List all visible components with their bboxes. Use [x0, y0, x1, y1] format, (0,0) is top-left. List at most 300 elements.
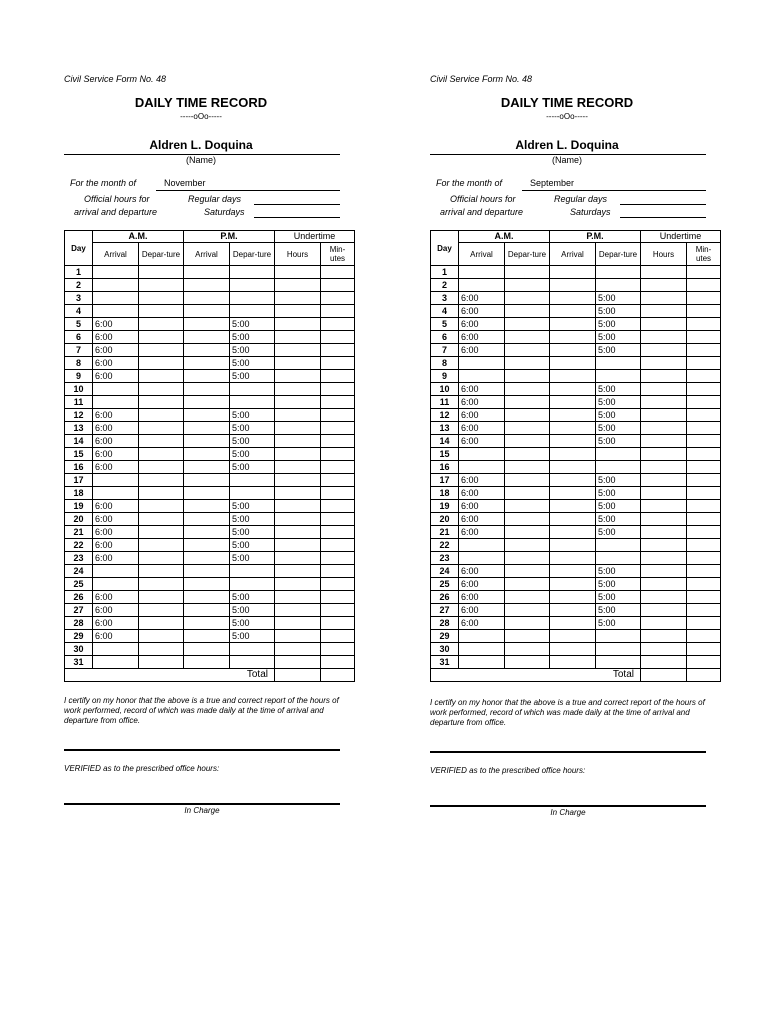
- undertime-hours-cell: [641, 461, 687, 474]
- undertime-minutes-cell: [321, 552, 355, 565]
- undertime-minutes-cell: [321, 500, 355, 513]
- am-arrival-cell: [459, 266, 505, 279]
- pm-arrival-cell: [550, 500, 596, 513]
- undertime-minutes-cell: [687, 617, 721, 630]
- am-arrival-cell: 6:00: [459, 513, 505, 526]
- am-departure-cell: [139, 292, 184, 305]
- day-number: 13: [65, 422, 93, 435]
- am-departure-cell: [139, 279, 184, 292]
- am-arrival-cell: 6:00: [459, 331, 505, 344]
- am-departure-cell: [139, 591, 184, 604]
- pm-departure-cell: [596, 448, 641, 461]
- table-row: [65, 617, 355, 630]
- total-minutes-cell: [687, 669, 721, 682]
- undertime-minutes-cell: [687, 318, 721, 331]
- month-value: November: [164, 178, 206, 188]
- am-departure-cell: [139, 539, 184, 552]
- pm-departure-cell: 5:00: [596, 487, 641, 500]
- undertime-minutes-cell: [687, 604, 721, 617]
- day-number: 17: [431, 474, 459, 487]
- undertime-minutes-cell: [321, 578, 355, 591]
- pm-arrival-cell: [184, 604, 230, 617]
- undertime-hours-cell: [641, 383, 687, 396]
- pm-departure-cell: [596, 656, 641, 669]
- am-departure-cell: [505, 630, 550, 643]
- pm-departure-cell: [230, 565, 275, 578]
- am-departure-cell: [505, 487, 550, 500]
- am-departure-header: Depar-ture: [505, 243, 550, 266]
- pm-arrival-cell: [184, 357, 230, 370]
- certification-text: I certify on my honor that the above is a true and correct report of the hours of work performed, record of which was made daily at the time of arrival and departure from office.: [64, 696, 339, 725]
- pm-arrival-cell: [550, 370, 596, 383]
- pm-arrival-cell: [550, 305, 596, 318]
- pm-arrival-cell: [550, 552, 596, 565]
- table-row: [431, 630, 721, 643]
- day-header: Day: [65, 231, 93, 266]
- day-number: 1: [431, 266, 459, 279]
- form-code: Civil Service Form No. 48: [430, 74, 533, 84]
- day-number: 15: [431, 448, 459, 461]
- table-row: [431, 617, 721, 630]
- pm-departure-cell: 5:00: [230, 630, 275, 643]
- am-arrival-cell: [93, 292, 139, 305]
- undertime-minutes-cell: [687, 279, 721, 292]
- am-departure-cell: [505, 396, 550, 409]
- pm-arrival-cell: [184, 305, 230, 318]
- undertime-hours-cell: [641, 357, 687, 370]
- undertime-hours-cell: [275, 396, 321, 409]
- am-arrival-header: Arrival: [93, 243, 139, 266]
- pm-arrival-cell: [184, 396, 230, 409]
- am-arrival-cell: 6:00: [93, 422, 139, 435]
- regular-days-label: Regular days: [554, 194, 608, 204]
- undertime-hours-cell: [275, 578, 321, 591]
- name-caption: (Name): [185, 155, 216, 165]
- undertime-hours-cell: [641, 604, 687, 617]
- table-row: [431, 448, 721, 461]
- undertime-minutes-cell: [687, 500, 721, 513]
- day-header: Day: [431, 231, 459, 266]
- pm-arrival-cell: [550, 448, 596, 461]
- pm-arrival-cell: [184, 630, 230, 643]
- pm-departure-cell: 5:00: [596, 591, 641, 604]
- day-number: 30: [65, 643, 93, 656]
- employee-name: Aldren L. Doquina: [515, 138, 619, 152]
- undertime-hours-header: Hours: [275, 243, 321, 266]
- undertime-minutes-cell: [321, 292, 355, 305]
- am-arrival-cell: 6:00: [93, 630, 139, 643]
- pm-arrival-cell: [550, 617, 596, 630]
- total-label: Total: [65, 669, 275, 682]
- am-departure-cell: [505, 266, 550, 279]
- undertime-hours-cell: [275, 344, 321, 357]
- pm-arrival-cell: [550, 487, 596, 500]
- pm-arrival-cell: [550, 435, 596, 448]
- day-number: 6: [65, 331, 93, 344]
- undertime-hours-cell: [275, 500, 321, 513]
- am-arrival-cell: 6:00: [93, 604, 139, 617]
- undertime-minutes-cell: [687, 331, 721, 344]
- pm-departure-cell: 5:00: [230, 435, 275, 448]
- undertime-minutes-cell: [687, 539, 721, 552]
- am-departure-cell: [505, 448, 550, 461]
- pm-departure-cell: 5:00: [596, 331, 641, 344]
- undertime-hours-cell: [275, 617, 321, 630]
- in-charge-signature-line: [64, 803, 340, 805]
- undertime-minutes-cell: [321, 526, 355, 539]
- total-hours-cell: [275, 669, 321, 682]
- day-number: 28: [65, 617, 93, 630]
- undertime-hours-cell: [641, 565, 687, 578]
- table-row: [431, 305, 721, 318]
- pm-arrival-cell: [184, 435, 230, 448]
- am-arrival-cell: 6:00: [93, 526, 139, 539]
- undertime-minutes-cell: [321, 357, 355, 370]
- pm-departure-cell: [596, 370, 641, 383]
- pm-departure-cell: [230, 474, 275, 487]
- am-arrival-cell: 6:00: [93, 370, 139, 383]
- pm-arrival-cell: [184, 422, 230, 435]
- regular-days-label: Regular days: [188, 194, 242, 204]
- table-row: [65, 643, 355, 656]
- am-arrival-cell: 6:00: [93, 435, 139, 448]
- undertime-minutes-cell: [321, 617, 355, 630]
- day-number: 23: [65, 552, 93, 565]
- undertime-hours-cell: [275, 604, 321, 617]
- pm-departure-cell: 5:00: [596, 526, 641, 539]
- undertime-hours-cell: [641, 513, 687, 526]
- undertime-hours-cell: [275, 474, 321, 487]
- am-arrival-cell: 6:00: [459, 617, 505, 630]
- undertime-minutes-cell: [687, 552, 721, 565]
- pm-departure-cell: 5:00: [230, 409, 275, 422]
- undertime-minutes-cell: [687, 526, 721, 539]
- am-departure-cell: [505, 643, 550, 656]
- table-row: [65, 448, 355, 461]
- undertime-hours-cell: [641, 266, 687, 279]
- day-number: 19: [431, 500, 459, 513]
- month-value: September: [530, 178, 575, 188]
- pm-arrival-cell: [184, 552, 230, 565]
- am-departure-cell: [505, 279, 550, 292]
- undertime-minutes-cell: [321, 513, 355, 526]
- pm-arrival-cell: [184, 591, 230, 604]
- am-arrival-cell: 6:00: [93, 591, 139, 604]
- in-charge-label: In Charge: [184, 806, 220, 815]
- official-hours-label: Official hours for: [84, 194, 150, 204]
- table-row: [431, 435, 721, 448]
- day-number: 23: [431, 552, 459, 565]
- day-number: 19: [65, 500, 93, 513]
- pm-arrival-cell: [184, 383, 230, 396]
- table-row: [65, 630, 355, 643]
- name-caption: (Name): [551, 155, 582, 165]
- pm-arrival-cell: [550, 409, 596, 422]
- undertime-minutes-cell: [687, 643, 721, 656]
- pm-arrival-cell: [550, 513, 596, 526]
- pm-arrival-cell: [184, 448, 230, 461]
- day-number: 2: [65, 279, 93, 292]
- am-departure-cell: [139, 318, 184, 331]
- pm-departure-cell: 5:00: [596, 318, 641, 331]
- undertime-minutes-cell: [687, 305, 721, 318]
- undertime-hours-cell: [275, 357, 321, 370]
- pm-arrival-header: Arrival: [184, 243, 230, 266]
- undertime-minutes-cell: [687, 266, 721, 279]
- table-row: [431, 331, 721, 344]
- am-departure-cell: [139, 435, 184, 448]
- am-departure-header: Depar-ture: [139, 243, 184, 266]
- table-row: [431, 370, 721, 383]
- am-departure-cell: [505, 461, 550, 474]
- undertime-minutes-cell: [321, 539, 355, 552]
- undertime-minutes-cell: [687, 487, 721, 500]
- am-arrival-cell: 6:00: [459, 526, 505, 539]
- am-departure-cell: [139, 656, 184, 669]
- am-arrival-cell: 6:00: [459, 344, 505, 357]
- am-arrival-cell: [93, 383, 139, 396]
- in-charge-signature-line: [430, 805, 706, 807]
- pm-arrival-cell: [184, 370, 230, 383]
- pm-departure-cell: 5:00: [596, 396, 641, 409]
- day-number: 5: [65, 318, 93, 331]
- am-arrival-cell: [93, 565, 139, 578]
- pm-departure-cell: [596, 643, 641, 656]
- pm-departure-header: Depar-ture: [596, 243, 641, 266]
- table-row: [431, 656, 721, 669]
- undertime-minutes-cell: [687, 357, 721, 370]
- undertime-minutes-cell: [687, 474, 721, 487]
- regular-days-underline: [254, 204, 340, 205]
- am-departure-cell: [139, 487, 184, 500]
- am-arrival-cell: 6:00: [459, 305, 505, 318]
- pm-arrival-cell: [550, 279, 596, 292]
- pm-arrival-cell: [184, 539, 230, 552]
- day-number: 3: [431, 292, 459, 305]
- time-record-table: [430, 230, 721, 682]
- pm-departure-cell: 5:00: [596, 344, 641, 357]
- undertime-minutes-cell: [321, 279, 355, 292]
- saturdays-label: Saturdays: [204, 207, 245, 217]
- undertime-hours-cell: [641, 591, 687, 604]
- table-row: [65, 539, 355, 552]
- table-row: [431, 539, 721, 552]
- am-arrival-cell: 6:00: [459, 474, 505, 487]
- undertime-hours-cell: [641, 409, 687, 422]
- am-departure-cell: [139, 448, 184, 461]
- pm-arrival-cell: [184, 344, 230, 357]
- day-number: 21: [431, 526, 459, 539]
- in-charge-label: In Charge: [550, 808, 586, 817]
- am-departure-cell: [139, 617, 184, 630]
- pm-departure-cell: [596, 630, 641, 643]
- pm-arrival-cell: [184, 487, 230, 500]
- table-row: [431, 279, 721, 292]
- day-number: 12: [431, 409, 459, 422]
- am-arrival-cell: 6:00: [459, 409, 505, 422]
- table-row: [65, 487, 355, 500]
- table-row: [431, 500, 721, 513]
- am-arrival-cell: 6:00: [93, 409, 139, 422]
- undertime-hours-cell: [641, 617, 687, 630]
- am-departure-cell: [139, 565, 184, 578]
- day-number: 18: [431, 487, 459, 500]
- day-number: 9: [431, 370, 459, 383]
- undertime-minutes-cell: [687, 396, 721, 409]
- table-row: [65, 318, 355, 331]
- am-departure-cell: [139, 383, 184, 396]
- pm-departure-header: Depar-ture: [230, 243, 275, 266]
- month-underline: [156, 190, 340, 191]
- table-row: [65, 331, 355, 344]
- day-number: 27: [431, 604, 459, 617]
- pm-departure-cell: [596, 539, 641, 552]
- day-number: 28: [431, 617, 459, 630]
- undertime-minutes-cell: [687, 435, 721, 448]
- table-row: [65, 305, 355, 318]
- day-number: 10: [431, 383, 459, 396]
- am-arrival-cell: [459, 656, 505, 669]
- day-number: 22: [65, 539, 93, 552]
- table-row: [431, 396, 721, 409]
- day-number: 11: [431, 396, 459, 409]
- am-departure-cell: [139, 305, 184, 318]
- am-departure-cell: [139, 578, 184, 591]
- table-row: [65, 500, 355, 513]
- undertime-hours-cell: [275, 422, 321, 435]
- table-row: [65, 578, 355, 591]
- pm-departure-cell: 5:00: [596, 578, 641, 591]
- table-row: [65, 565, 355, 578]
- undertime-hours-cell: [275, 552, 321, 565]
- pm-departure-cell: 5:00: [230, 500, 275, 513]
- pm-arrival-cell: [550, 565, 596, 578]
- undertime-hours-cell: [275, 292, 321, 305]
- am-departure-cell: [505, 565, 550, 578]
- undertime-hours-cell: [641, 643, 687, 656]
- undertime-minutes-cell: [321, 487, 355, 500]
- undertime-header: Undertime: [275, 231, 355, 243]
- undertime-hours-cell: [641, 552, 687, 565]
- pm-arrival-cell: [184, 461, 230, 474]
- pm-arrival-cell: [550, 461, 596, 474]
- am-arrival-cell: 6:00: [93, 539, 139, 552]
- am-arrival-cell: [93, 396, 139, 409]
- am-departure-cell: [505, 435, 550, 448]
- am-arrival-cell: [93, 266, 139, 279]
- pm-arrival-cell: [184, 656, 230, 669]
- table-row: [65, 279, 355, 292]
- am-arrival-cell: 6:00: [93, 461, 139, 474]
- am-arrival-cell: 6:00: [459, 396, 505, 409]
- undertime-minutes-cell: [321, 565, 355, 578]
- undertime-minutes-cell: [687, 292, 721, 305]
- am-arrival-cell: [459, 370, 505, 383]
- day-number: 26: [65, 591, 93, 604]
- employee-name: Aldren L. Doquina: [149, 138, 253, 152]
- table-row: [65, 383, 355, 396]
- day-number: 1: [65, 266, 93, 279]
- table-row: [65, 552, 355, 565]
- table-row: [65, 422, 355, 435]
- total-hours-cell: [641, 669, 687, 682]
- am-arrival-cell: 6:00: [459, 318, 505, 331]
- undertime-minutes-cell: [321, 643, 355, 656]
- pm-arrival-cell: [550, 604, 596, 617]
- am-departure-cell: [139, 500, 184, 513]
- day-number: 11: [65, 396, 93, 409]
- table-row: [65, 292, 355, 305]
- pm-arrival-header: Arrival: [550, 243, 596, 266]
- table-row: [431, 578, 721, 591]
- undertime-minutes-cell: [321, 448, 355, 461]
- table-row: [65, 656, 355, 669]
- arrival-departure-label: arrival and departure: [440, 207, 524, 217]
- am-arrival-cell: [459, 279, 505, 292]
- pm-departure-cell: 5:00: [596, 500, 641, 513]
- month-underline: [522, 190, 706, 191]
- undertime-minutes-cell: [687, 565, 721, 578]
- undertime-minutes-cell: [687, 513, 721, 526]
- undertime-minutes-cell: [687, 370, 721, 383]
- undertime-minutes-cell: [687, 344, 721, 357]
- total-row: [65, 669, 355, 682]
- undertime-minutes-cell: [687, 409, 721, 422]
- day-number: 4: [65, 305, 93, 318]
- am-departure-cell: [139, 422, 184, 435]
- pm-arrival-cell: [184, 331, 230, 344]
- day-number: 2: [431, 279, 459, 292]
- am-arrival-cell: [459, 643, 505, 656]
- am-arrival-cell: [93, 305, 139, 318]
- am-arrival-cell: 6:00: [459, 383, 505, 396]
- pm-arrival-cell: [550, 578, 596, 591]
- undertime-minutes-cell: [321, 461, 355, 474]
- am-departure-cell: [139, 266, 184, 279]
- pm-departure-cell: 5:00: [596, 565, 641, 578]
- undertime-hours-cell: [275, 331, 321, 344]
- undertime-hours-cell: [275, 370, 321, 383]
- table-row: [431, 487, 721, 500]
- undertime-hours-cell: [275, 383, 321, 396]
- pm-departure-cell: 5:00: [596, 305, 641, 318]
- am-arrival-cell: [93, 474, 139, 487]
- am-arrival-cell: [459, 448, 505, 461]
- form-title: DAILY TIME RECORD: [500, 95, 634, 110]
- undertime-hours-cell: [641, 279, 687, 292]
- day-number: 6: [431, 331, 459, 344]
- pm-arrival-cell: [550, 643, 596, 656]
- am-arrival-cell: 6:00: [93, 513, 139, 526]
- am-arrival-cell: [459, 552, 505, 565]
- undertime-hours-cell: [275, 266, 321, 279]
- pm-arrival-cell: [550, 422, 596, 435]
- pm-departure-cell: 5:00: [596, 435, 641, 448]
- pm-departure-cell: 5:00: [230, 617, 275, 630]
- saturdays-label: Saturdays: [570, 207, 611, 217]
- table-row: [65, 266, 355, 279]
- pm-departure-cell: [230, 578, 275, 591]
- am-departure-cell: [505, 331, 550, 344]
- pm-departure-cell: [230, 292, 275, 305]
- table-row: [431, 552, 721, 565]
- pm-arrival-cell: [184, 513, 230, 526]
- undertime-hours-cell: [641, 578, 687, 591]
- pm-departure-cell: 5:00: [596, 383, 641, 396]
- month-label: For the month of: [436, 178, 503, 188]
- am-departure-cell: [139, 513, 184, 526]
- pm-departure-cell: [230, 305, 275, 318]
